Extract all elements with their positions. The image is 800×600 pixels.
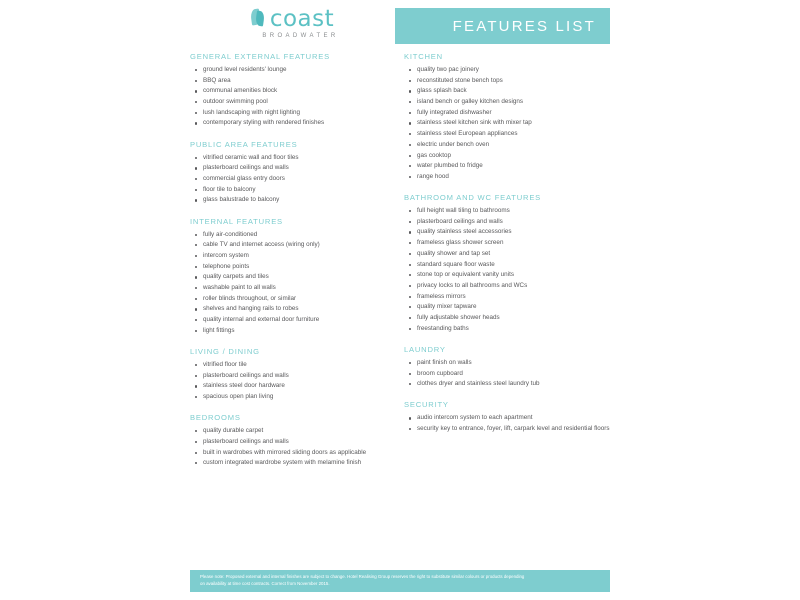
list-item: washable paint to all walls (190, 283, 396, 293)
page-margin-right (610, 0, 800, 600)
list-item: stainless steel kitchen sink with mixer tap (404, 118, 610, 128)
list-item: quality internal and external door furniture (190, 315, 396, 325)
feature-list (404, 413, 610, 434)
section-title: KITCHEN (404, 52, 443, 61)
section-title: SECURITY (404, 400, 449, 410)
feature-list (404, 206, 610, 334)
list-item: island bench or galley kitchen designs (404, 97, 610, 107)
list-item: vitrified floor tile (190, 360, 396, 370)
list-item: light fittings (190, 326, 396, 336)
list-item: communal amenities block (190, 86, 396, 96)
list-item: lush landscaping with night lighting (190, 108, 396, 118)
page-title: FEATURES LIST (452, 17, 596, 35)
list-item: privacy locks to all bathrooms and WCs (404, 281, 610, 291)
leaf-icon (251, 9, 266, 28)
list-item: ground level residents' lounge (190, 65, 396, 75)
list-item: telephone points (190, 262, 396, 272)
list-item: electric under bench oven (404, 140, 610, 150)
list-item: quality durable carpet (190, 426, 396, 436)
document-footer (190, 570, 610, 592)
list-item: quality two pac joinery (404, 65, 610, 75)
feature-list (190, 153, 396, 206)
list-item: clothes dryer and stainless steel laundry tub (404, 379, 610, 389)
feature-list (404, 65, 610, 182)
list-item: glass balustrade to balcony (190, 195, 396, 205)
section-internal-features (190, 217, 396, 336)
logo-wordmark: coast (269, 5, 335, 32)
list-item: fully adjustable shower heads (404, 313, 610, 323)
list-item: quality shower and tap set (404, 249, 610, 259)
list-item: BBQ area (190, 76, 396, 86)
list-item: water plumbed to fridge (404, 161, 610, 171)
section-bedrooms (190, 413, 396, 468)
list-item: frameless mirrors (404, 292, 610, 302)
list-item: quality stainless steel accessories (404, 227, 610, 237)
list-item: intercom system (190, 251, 396, 261)
list-item: freestanding baths (404, 324, 610, 334)
logo-subtitle: BROADWATER (262, 32, 339, 39)
section-general-external-features (190, 52, 396, 129)
list-item: plasterboard ceilings and walls (404, 217, 610, 227)
list-item: paint finish on walls (404, 358, 610, 368)
section-kitchen (404, 52, 610, 182)
list-item: floor tile to balcony (190, 185, 396, 195)
list-item: custom integrated wardrobe system with melamine finish (190, 458, 396, 468)
list-item: frameless glass shower screen (404, 238, 610, 248)
list-item: broom cupboard (404, 369, 610, 379)
list-item: range hood (404, 172, 610, 182)
section-title: PUBLIC AREA FEATURES (190, 139, 298, 149)
section-title: LAUNDRY (404, 344, 446, 354)
feature-list (190, 360, 396, 402)
features-content (190, 52, 610, 562)
list-item: quality mixer tapware (404, 302, 610, 312)
list-item: fully air-conditioned (190, 230, 396, 240)
list-item: spacious open plan living (190, 392, 396, 402)
page-margin-left (0, 0, 190, 600)
list-item: plasterboard ceilings and walls (190, 371, 396, 381)
footer-disclaimer-line2: on availability at time cost contracts. Correct from November 2015. (200, 580, 330, 586)
feature-list (190, 65, 396, 129)
list-item: standard square floor waste (404, 260, 610, 270)
section-living-dining (190, 347, 396, 402)
list-item: security key to entrance, foyer, lift, carpark level and residential floors (404, 424, 610, 434)
section-laundry (404, 345, 610, 390)
list-item: commercial glass entry doors (190, 174, 396, 184)
list-item: stainless steel European appliances (404, 129, 610, 139)
section-public-area-features (190, 140, 396, 206)
column-right (404, 52, 610, 562)
feature-list (190, 230, 396, 336)
list-item: contemporary styling with rendered finishes (190, 118, 396, 128)
footer-disclaimer-line1: Please note: Proposed external and internal finishes are subject to change. Hotel Realising Group reserves the right to substitute similar colours or products depending (200, 574, 525, 579)
list-item: built in wardrobes with mirrored sliding doors as applicable (190, 448, 396, 458)
list-item: audio intercom system to each apartment (404, 413, 610, 423)
list-item: stone top or equivalent vanity units (404, 270, 610, 280)
logo-row (251, 6, 334, 32)
list-item: plasterboard ceilings and walls (190, 437, 396, 447)
list-item: stainless steel door hardware (190, 381, 396, 391)
section-title: INTERNAL FEATURES (190, 216, 283, 226)
feature-list (404, 358, 610, 390)
section-title: BATHROOM AND WC FEATURES (404, 193, 542, 203)
section-title: LIVING / DINING (190, 346, 260, 356)
list-item: vitrified ceramic wall and floor tiles (190, 153, 396, 163)
list-item: reconstituted stone bench tops (404, 76, 610, 86)
list-item: outdoor swimming pool (190, 97, 396, 107)
brand-logo (190, 0, 395, 44)
list-item: glass splash back (404, 86, 610, 96)
section-title: BEDROOMS (190, 413, 241, 423)
feature-list (190, 426, 396, 468)
section-security (404, 400, 610, 434)
list-item: plasterboard ceilings and walls (190, 163, 396, 173)
section-title: GENERAL EXTERNAL FEATURES (190, 52, 330, 61)
list-item: fully integrated dishwasher (404, 108, 610, 118)
list-item: roller blinds throughout, or similar (190, 294, 396, 304)
column-left (190, 52, 396, 562)
list-item: full height wall tiling to bathrooms (404, 206, 610, 216)
list-item: cable TV and internet access (wiring only) (190, 240, 396, 250)
section-bathroom-wc-features (404, 193, 610, 334)
list-item: shelves and hanging rails to robes (190, 304, 396, 314)
list-item: quality carpets and tiles (190, 272, 396, 282)
list-item: gas cooktop (404, 151, 610, 161)
